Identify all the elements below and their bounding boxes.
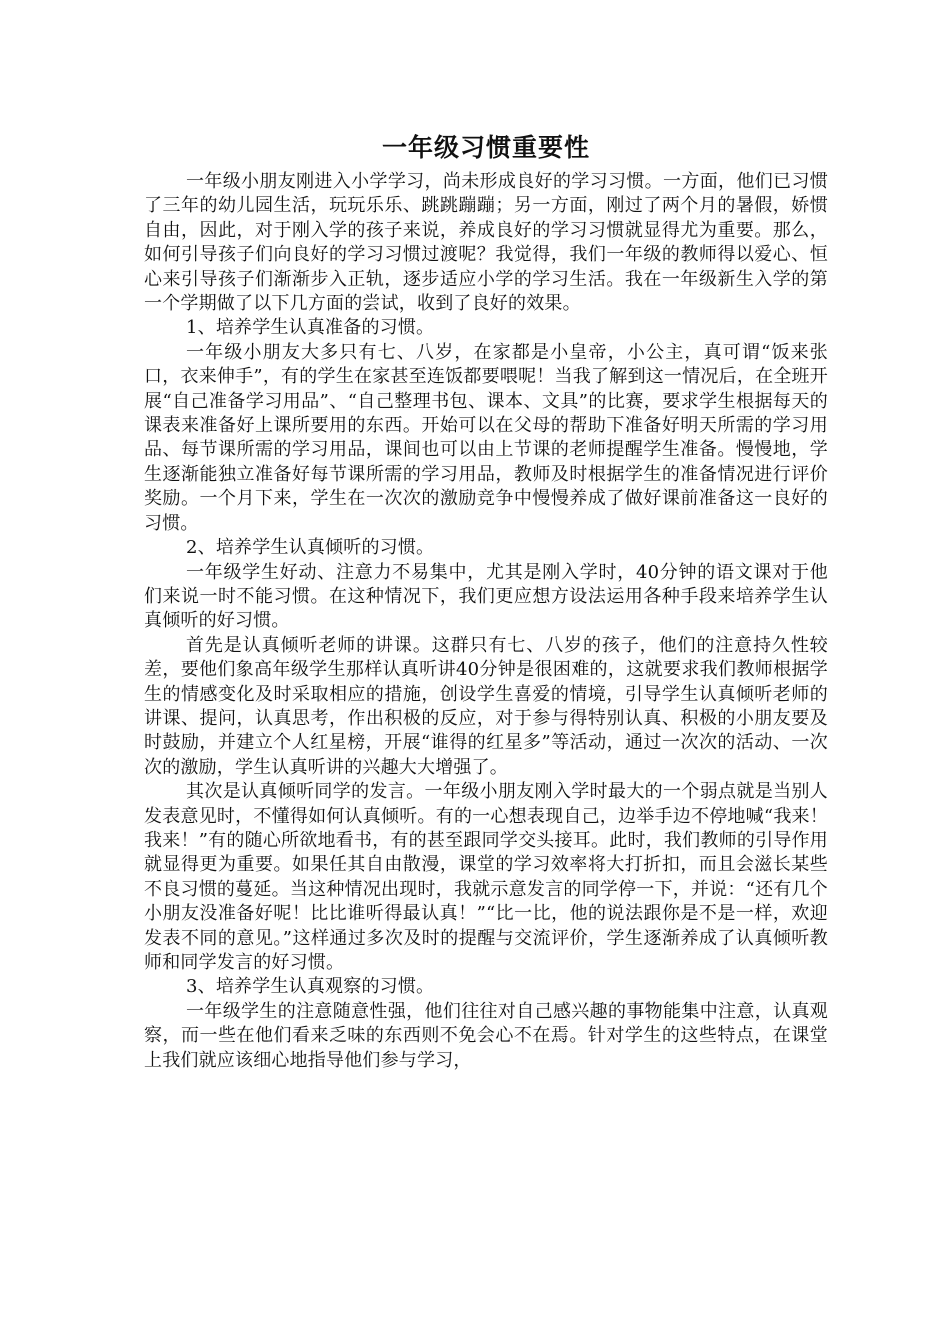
section-heading-3: 3、培养学生认真观察的习惯。 xyxy=(186,976,435,998)
section-heading-2: 2、培养学生认真倾听的习惯。 xyxy=(186,537,435,559)
document-title: 一年级习惯重要性 xyxy=(381,133,590,162)
paragraph-listening-classmates: 其次是认真倾听同学的发言。一年级小朋友刚入学时最大的一个弱点就是当别人发表意见时，不懂得如何认真倾听。有的一心想表现自己，边举手边不停地喊“我来！我来！”有的随心所欲地看书，有的甚至跟同学交头接耳。此时，我们教师的引导作用就显得更为重要。如果任其自由散漫，课堂的学习效率将大打折扣，而且会滋长某些不良习惯的蔓延。当这种情况出现时，我就示意发言的同学停一下，并说：“还有几个小朋友没准备好呢！比比谁听得最认真！”“比一比，他的说法跟你是不是一样，欢迎发表不同的意见。”这样通过多次及时的提醒与交流评价，学生逐渐养成了认真倾听教师和同学发言的好习惯。 xyxy=(144,781,828,973)
paragraph-preparation: 一年级小朋友大多只有七、八岁，在家都是小皇帝，小公主，真可谓“饭来张口，衣来伸手”，有的学生在家甚至连饭都要喂呢！当我了解到这一情况后，在全班开展“自己准备学习用品”、“自己整理书包、课本、文具”的比赛，要求学生根据每天的课表来准备好上课所要用的东西。开始可以在父母的帮助下准备好明天所需的学习用品、每节课所需的学习用品，课间也可以由上节课的老师提醒学生准备。慢慢地，学生逐渐能独立准备好每节课所需的学习用品，教师及时根据学生的准备情况进行评价奖励。一个月下来，学生在一次次的激励竞争中慢慢养成了做好课前准备这一良好的习惯。 xyxy=(144,341,828,534)
section-heading-1: 1、培养学生认真准备的习惯。 xyxy=(186,317,435,339)
paragraph-intro: 一年级小朋友刚进入小学学习，尚未形成良好的学习习惯。一方面，他们已习惯了三年的幼儿园生活，玩玩乐乐、跳跳蹦蹦；另一方面，刚过了两个月的暑假，娇惯自由，因此，对于刚入学的孩子来说，养成良好的学习习惯就显得尤为重要。那么，如何引导孩子们向良好的学习习惯过渡呢？我觉得，我们一年级的教师得以爱心、恒心来引导孩子们渐渐步入正轨，逐步适应小学的学习生活。我在一年级新生入学的第一个学期做了以下几方面的尝试，收到了良好的效果。 xyxy=(144,171,828,315)
paragraph-observation: 一年级学生的注意随意性强，他们往往对自己感兴趣的事物能集中注意，认真观察，而一些在他们看来乏味的东西则不免会心不在焉。针对学生的这些特点，在课堂上我们就应该细心地指导他们参与学习， xyxy=(144,1000,828,1071)
document-page xyxy=(144,128,828,1073)
paragraph-listening-teacher: 首先是认真倾听老师的讲课。这群只有七、八岁的孩子，他们的注意持久性较差，要他们象高年级学生那样认真听讲40分钟是很困难的，这就要求我们教师根据学生的情感变化及时采取相应的措施，创设学生喜爱的情境，引导学生认真倾听老师的讲课、提问，认真思考，作出积极的反应，对于参与得特别认真、积极的小朋友要及时鼓励，并建立个人红星榜，开展“谁得的红星多”等活动，通过一次次的活动、一次次的激励，学生认真听讲的兴趣大大增强了。 xyxy=(144,634,828,778)
paragraph-listening-intro: 一年级学生好动、注意力不易集中，尤其是刚入学时，40分钟的语文课对于他们来说一时不能习惯。在这种情况下，我们更应想方设法运用各种手段来培养学生认真倾听的好习惯。 xyxy=(144,561,828,632)
